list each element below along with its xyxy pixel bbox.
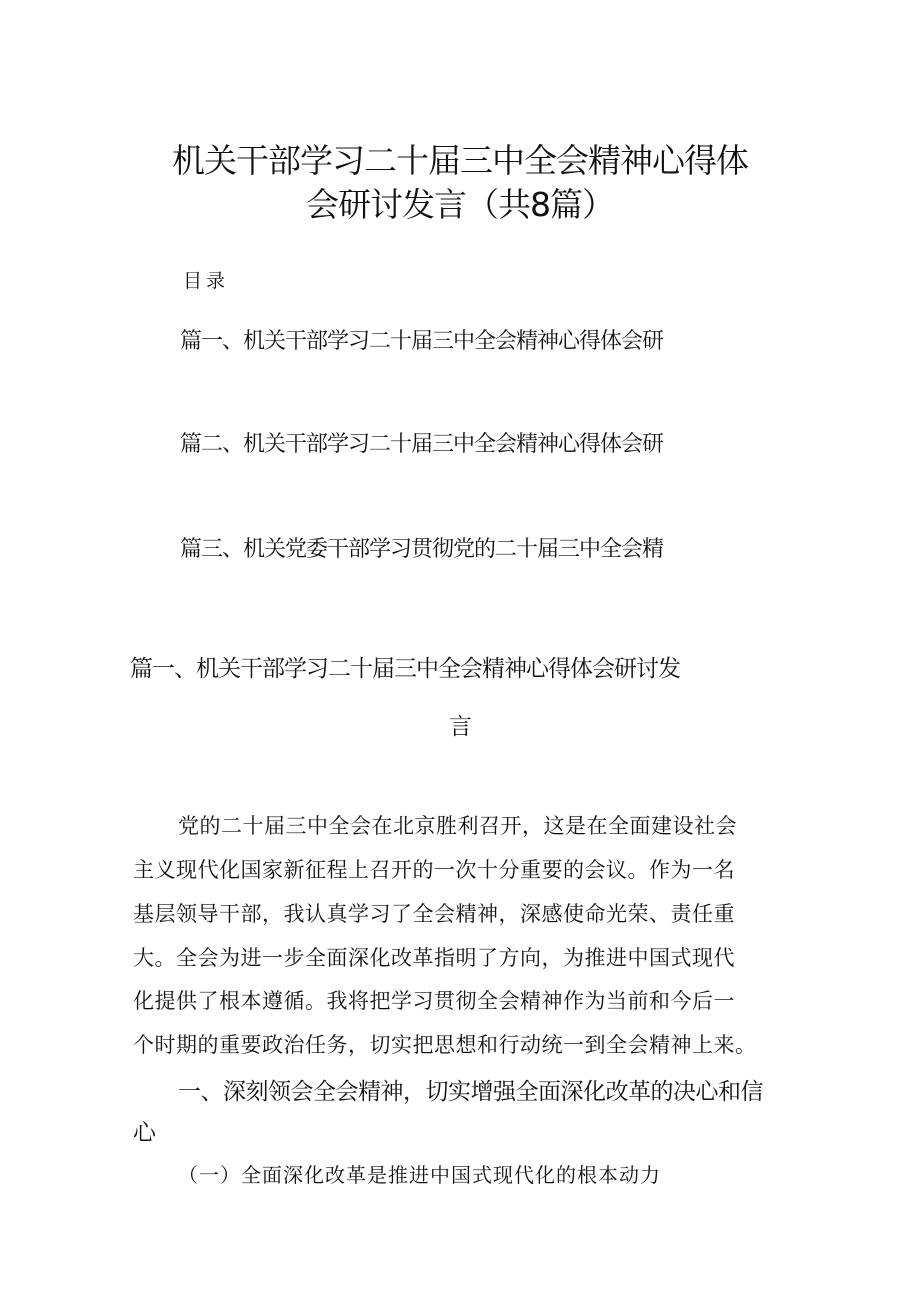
toc-label: 目录 bbox=[183, 270, 230, 292]
paragraph-line: 化提供了根本遵循。我将把学习贯彻全会精神作为当前和今后一 bbox=[133, 989, 735, 1013]
paragraph-line: 大。全会为进一步全面深化改革指明了方向，为推进中国式现代 bbox=[133, 946, 735, 970]
paragraph-line: 主义现代化国家新征程上召开的一次十分重要的会议。作为一名 bbox=[133, 858, 735, 882]
subsection-heading: （一）全面深化改革是推进中国式现代化的根本动力 bbox=[178, 1163, 661, 1187]
section-title-line-1: 篇一、机关干部学习二十届三中全会精神心得体会研讨发 bbox=[130, 656, 680, 682]
paragraph-line: 基层领导干部，我认真学习了全会精神，深感使命光荣、责任重 bbox=[133, 902, 735, 926]
toc-item[interactable]: 篇三、机关党委干部学习贯彻党的二十届三中全会精 bbox=[180, 537, 664, 562]
document-title-line-1: 机关干部学习二十届三中全会精神心得体 bbox=[172, 141, 748, 180]
toc-item[interactable]: 篇一、机关干部学习二十届三中全会精神心得体会研 bbox=[180, 329, 664, 354]
section-title-line-2: 言 bbox=[449, 714, 471, 740]
document-title-line-2: 会研讨发言（共8篇） bbox=[306, 185, 614, 224]
section-heading-line-1: 一、深刻领会全会精神，切实增强全面深化改革的决心和信 bbox=[178, 1079, 763, 1105]
section-heading-line-2: 心 bbox=[133, 1120, 156, 1146]
toc-item[interactable]: 篇二、机关干部学习二十届三中全会精神心得体会研 bbox=[180, 432, 664, 457]
paragraph-line: 党的二十届三中全会在北京胜利召开，这是在全面建设社会 bbox=[178, 814, 737, 838]
paragraph-line: 个时期的重要政治任务，切实把思想和行动统一到全会精神上来。 bbox=[133, 1033, 757, 1057]
